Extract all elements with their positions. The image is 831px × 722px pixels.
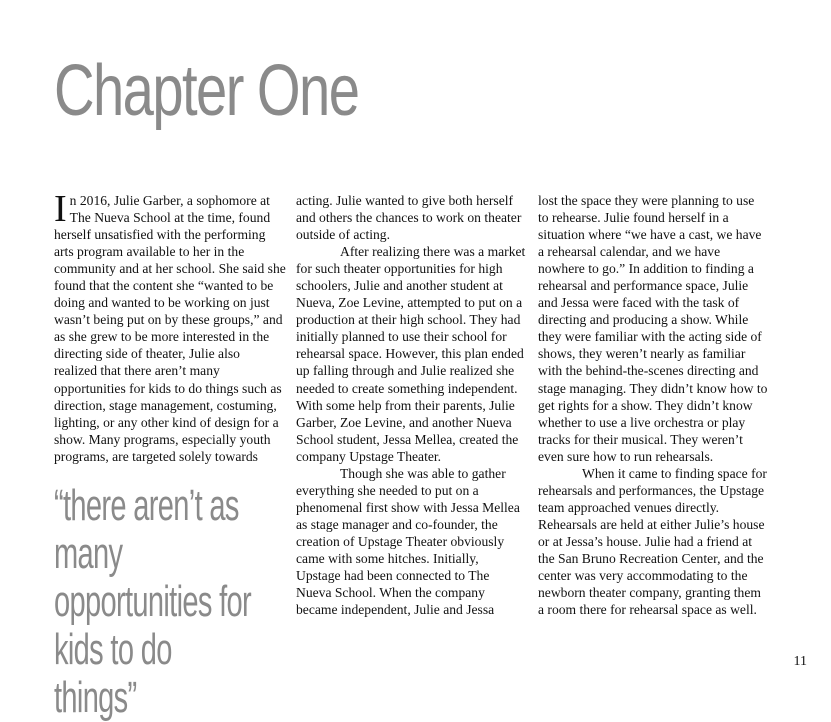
body-paragraph: After realizing there was a market for such theater opportunities for high schoolers, Julie and another student at Nueva, Zoe Levine, attempted to put on a production at their high school. They had initially planned to use their school for rehearsal space. However, this plan ended up falling through and Julie realized she needed to create something independent. With some help from their parents, Julie Garber, Zoe Levine, and another Nueva School student, Jessa Mellea, created the company Upstage Theater. [296, 244, 526, 464]
body-paragraph: Though she was able to gather everything she needed to put on a phenomenal first show with Jessa Mellea as stage manager and co-founder, the creation of Upstage Theater obviously came with some hitches. Initially, Upstage had been connected to The Nueva School. When the company became independent, Julie and Jessa [296, 465, 520, 618]
body-paragraph [54, 188, 286, 465]
paragraph-text: n 2016, Julie Garber, a sophomore at The Nueva School at the time, found herself unsatisfied with the performing arts program available to her in the community and at her school. She said she found that the content she “wanted to be doing and wanted to be working on just wasn’t being put on by these groups,” and as she grew to be more interested in the directing side of theater, Julie also realized that there aren’t many opportunities for kids to do things such as direction, stage management, costuming, lighting, or any other kind of design for a show. Many programs, especially youth programs, are targeted solely towards [54, 193, 286, 464]
chapter-title: Chapter One [54, 51, 359, 131]
body-paragraph: When it came to finding space for rehearsals and performances, the Upstage team approached venues directly. Rehearsals are held at either Julie’s house or at Jessa’s house. Julie had a friend at the San Bruno Recreation Center, and the center was very accommodating to the newborn theater company, granting them a room there for rehearsal space as well. [538, 465, 767, 618]
text-column-1 [54, 188, 286, 465]
pull-quote: “there aren’t as many opportunities for kids to do things” [54, 481, 252, 722]
drop-cap: I [54, 188, 67, 230]
text-column-3 [538, 192, 768, 618]
body-paragraph: acting. Julie wanted to give both herself and others the chances to work on theater outside of acting. [296, 193, 522, 243]
body-paragraph: lost the space they were planning to use to rehearse. Julie found herself in a situation where “we have a cast, we have a rehearsal calendar, and we have nowhere to go.” In addition to finding a rehearsal and performance space, Julie and Jessa were faced with the task of directing and producing a show. While they were familiar with the acting side of shows, they weren’t nearly as familiar with the behind-the-scenes directing and stage managing. They didn’t know how to get rights for a show. They didn’t know whether to use a live orchestra or play tracks for their musical. They weren’t even sure how to run rehearsals. [538, 193, 768, 464]
text-column-2 [296, 192, 526, 618]
page-number: 11 [793, 654, 807, 669]
